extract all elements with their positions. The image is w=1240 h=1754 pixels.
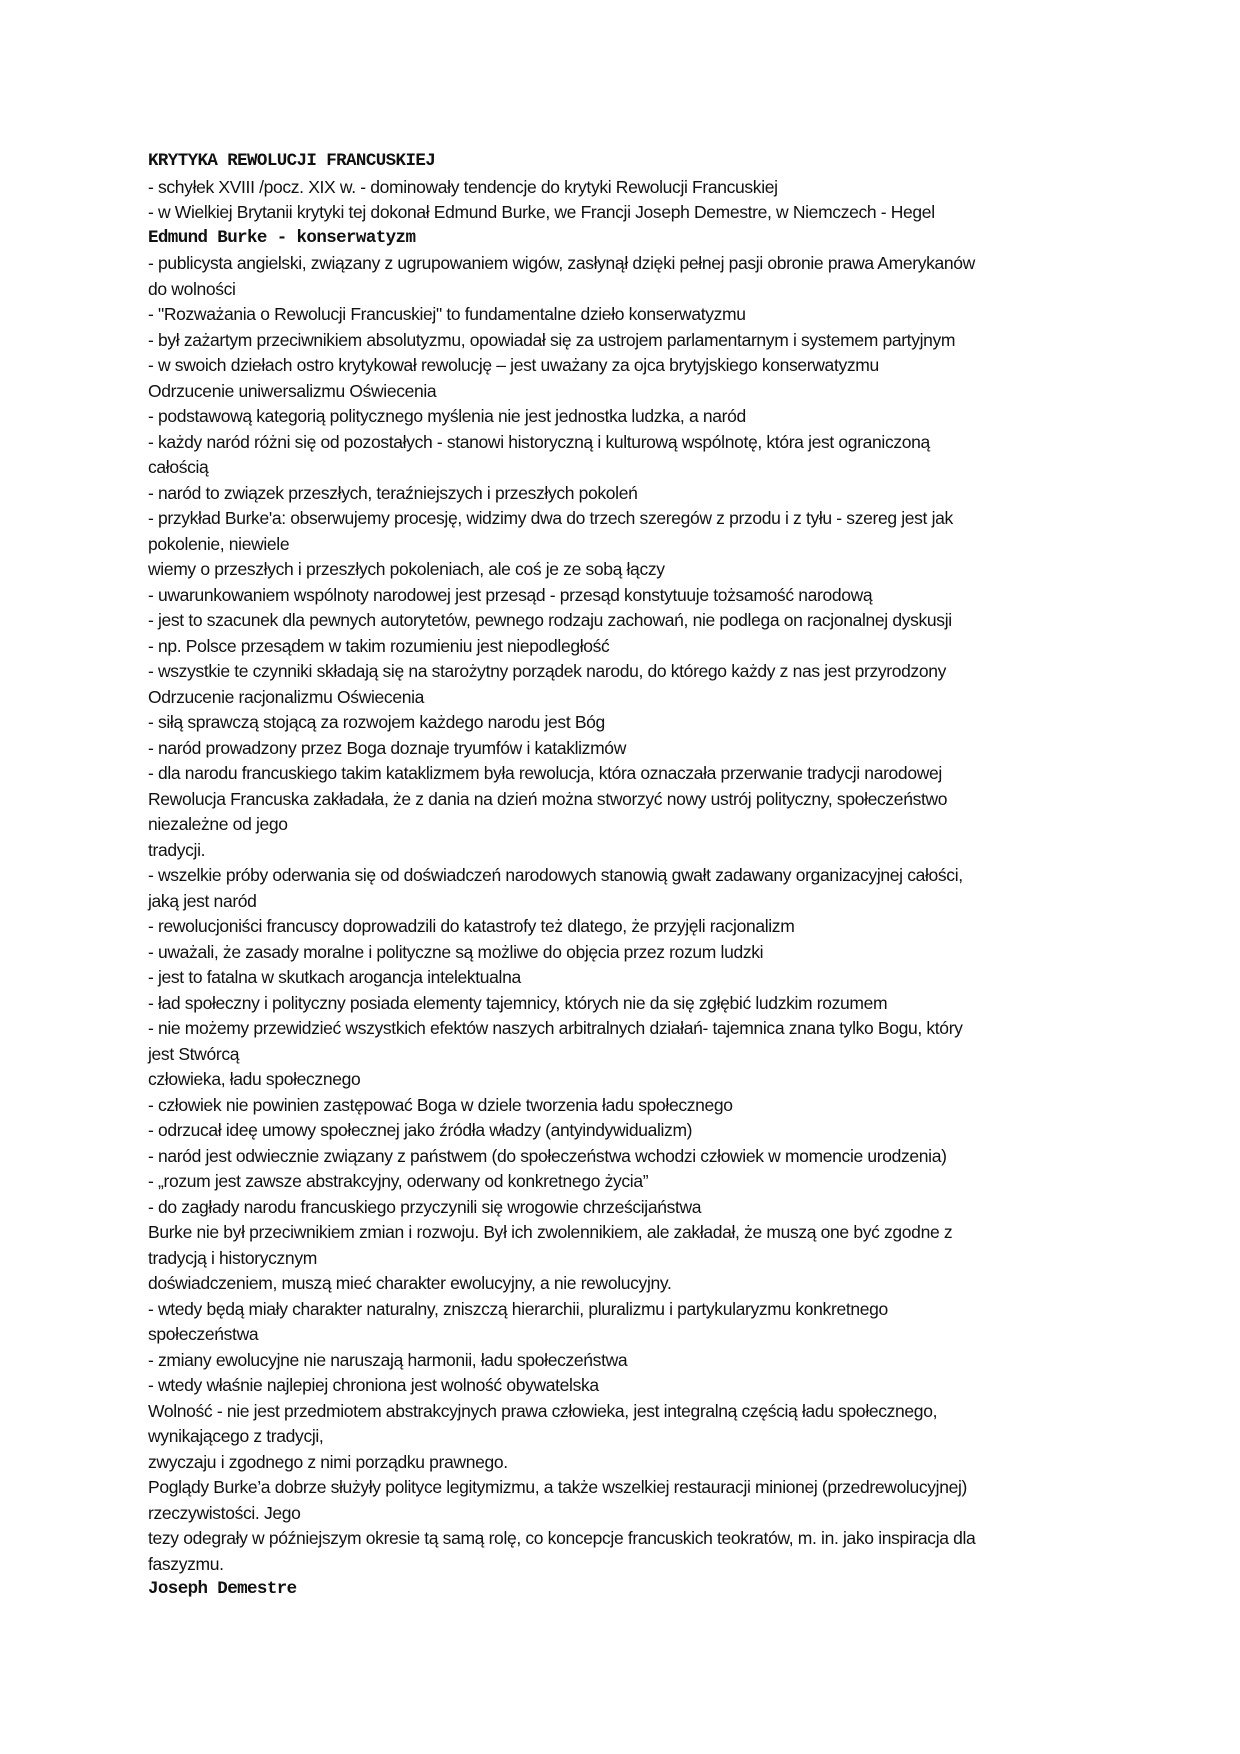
text-line: - siłą sprawczą stojącą za rozwojem każdego narodu jest Bóg [148, 712, 605, 732]
text-line: - zmiany ewolucyjne nie naruszają harmonii, ładu społeczeństwa [148, 1349, 628, 1370]
text-line: - wtedy będą miały charakter naturalny, zniszczą hierarchii, pluralizmu i partykularyzmu konkretnego [148, 1298, 888, 1319]
text-line: tradycją i historycznym [148, 1247, 317, 1268]
text-line: wiemy o przeszłych i przeszłych pokoleniach, ale coś je ze sobą łączy [148, 559, 665, 579]
text-line: - wszystkie te czynniki składają się na starożytny porządek narodu, do którego każdy z nas jest przyrodzony [148, 661, 947, 681]
text-line: - każdy naród różni się od pozostałych - stanowi historyczną i kulturową wspólnotę, która jest ograniczoną [148, 431, 930, 452]
text-line: rzeczywistości. Jego [148, 1502, 301, 1523]
text-line: faszyzmu. [148, 1553, 224, 1574]
text-line: - "Rozważania o Rewolucji Francuskiej" to fundamentalne dzieło konserwatyzmu [148, 304, 746, 324]
text-line: - rewolucjoniści francuscy doprowadzili do katastrofy też dlatego, że przyjęli racjonalizm [148, 916, 795, 936]
text-line: pokolenie, niewiele [148, 533, 290, 554]
text-line: - naród jest odwiecznie związany z państwem (do społeczeństwa wchodzi człowiek w momencie urodzenia) [148, 1145, 947, 1166]
text-line: jest Stwórcą [148, 1043, 240, 1064]
text-line: - uważali, że zasady moralne i polityczne są możliwe do objęcia przez rozum ludzki [148, 941, 764, 962]
text-line: - człowiek nie powinien zastępować Boga w dziele tworzenia ładu społecznego [148, 1094, 733, 1115]
text-line: społeczeństwa [148, 1324, 259, 1344]
text-line: Burke nie był przeciwnikiem zmian i rozwoju. Był ich zwolennikiem, ale zakładał, że muszą one być zgodne z [148, 1222, 953, 1242]
text-line: Poglądy Burke’a dobrze służyły polityce legitymizmu, a także wszelkiej restauracji minionej (przedrewolucyjnej) [148, 1477, 968, 1497]
text-line: - publicysta angielski, związany z ugrupowaniem wigów, zasłynął dzięki pełnej pasji obronie prawa Amerykanów [148, 253, 975, 273]
text-line: - naród prowadzony przez Boga doznaje tryumfów i kataklizmów [148, 737, 626, 758]
text-line: tezy odegrały w późniejszym okresie tą samą rolę, co koncepcje francuskich teokratów, m. in. jako inspiracja dla [148, 1528, 976, 1548]
text-line: - wszelkie próby oderwania się od doświadczeń narodowych stanowią gwałt zadawany organizacyjnej całości, [148, 865, 963, 885]
text-line: - dla narodu francuskiego takim kataklizmem była rewolucja, która oznaczała przerwanie tradycji narodowej [148, 763, 942, 783]
section-heading: Edmund Burke - konserwatyzm [148, 227, 416, 248]
text-line: - „rozum jest zawsze abstrakcyjny, oderwany od konkretnego życia” [148, 1171, 649, 1191]
text-line: Odrzucenie racjonalizmu Oświecenia [148, 686, 425, 707]
text-line: - np. Polsce przesądem w takim rozumieniu jest niepodległość [148, 635, 610, 656]
text-line: całością [148, 457, 209, 477]
text-line: tradycji. [148, 839, 206, 860]
text-line: niezależne od jego [148, 814, 288, 834]
text-line: - naród to związek przeszłych, teraźniejszych i przeszłych pokoleń [148, 482, 638, 503]
text-line: - odrzucał ideę umowy społecznej jako źródła władzy (antyindywidualizm) [148, 1120, 693, 1140]
text-line: - schyłek XVIII /pocz. XIX w. - dominowały tendencje do krytyki Rewolucji Francuskiej [148, 176, 778, 197]
text-line: Wolność - nie jest przedmiotem abstrakcyjnych prawa człowieka, jest integralną częścią ładu społecznego, [148, 1400, 938, 1421]
text-line: - nie możemy przewidzieć wszystkich efektów naszych arbitralnych działań- tajemnica znana tylko Bogu, który [148, 1018, 963, 1038]
text-line: - wtedy właśnie najlepiej chroniona jest wolność obywatelska [148, 1375, 599, 1395]
text-line: Odrzucenie uniwersalizmu Oświecenia [148, 380, 437, 401]
text-line: - jest to fatalna w skutkach arogancja intelektualna [148, 967, 521, 987]
text-line: - podstawową kategorią politycznego myślenia nie jest jednostka ludzka, a naród [148, 406, 746, 426]
text-line: człowieka, ładu społecznego [148, 1069, 361, 1089]
text-line: - ład społeczny i polityczny posiada elementy tajemnicy, których nie da się zgłębić ludzkim rozumem [148, 992, 888, 1013]
text-line: - przykład Burke'a: obserwujemy procesję, widzimy dwa do trzech szeregów z przodu i z tyłu - szereg jest jak [148, 508, 953, 528]
text-line: - w swoich dziełach ostro krytykował rewolucję – jest uważany za ojca brytyjskiego konserwatyzmu [148, 355, 879, 375]
section-heading: Joseph Demestre [148, 1579, 297, 1599]
text-line: Rewolucja Francuska zakładała, że z dania na dzień można stworzyć nowy ustrój polityczny, społeczeństwo [148, 788, 948, 809]
text-line: zwyczaju i zgodnego z nimi porządku prawnego. [148, 1451, 508, 1472]
text-line: - uwarunkowaniem wspólnoty narodowej jest przesąd - przesąd konstytuuje tożsamość narodową [148, 584, 873, 605]
text-line: jaką jest naród [148, 890, 257, 911]
text-line: - w Wielkiej Brytanii krytyki tej dokonał Edmund Burke, we Francji Joseph Demestre, w Niemczech - Hegel [148, 202, 935, 222]
document-body [148, 175, 1098, 1603]
document-title: KRYTYKA REWOLUCJI FRANCUSKIEJ [148, 151, 436, 171]
text-line: - jest to szacunek dla pewnych autorytetów, pewnego rodzaju zachowań, nie podlega on racjonalnej dyskusji [148, 610, 952, 630]
text-line: doświadczeniem, muszą mieć charakter ewolucyjny, a nie rewolucyjny. [148, 1273, 672, 1293]
text-line: - był zażartym przeciwnikiem absolutyzmu, opowiadał się za ustrojem parlamentarnym i systemem partyjnym [148, 329, 956, 350]
text-line: wynikającego z tradycji, [148, 1426, 324, 1446]
text-line: do wolności [148, 278, 236, 299]
text-line: - do zagłady narodu francuskiego przyczynili się wrogowie chrześcijaństwa [148, 1196, 702, 1217]
document-page [148, 149, 1098, 1603]
